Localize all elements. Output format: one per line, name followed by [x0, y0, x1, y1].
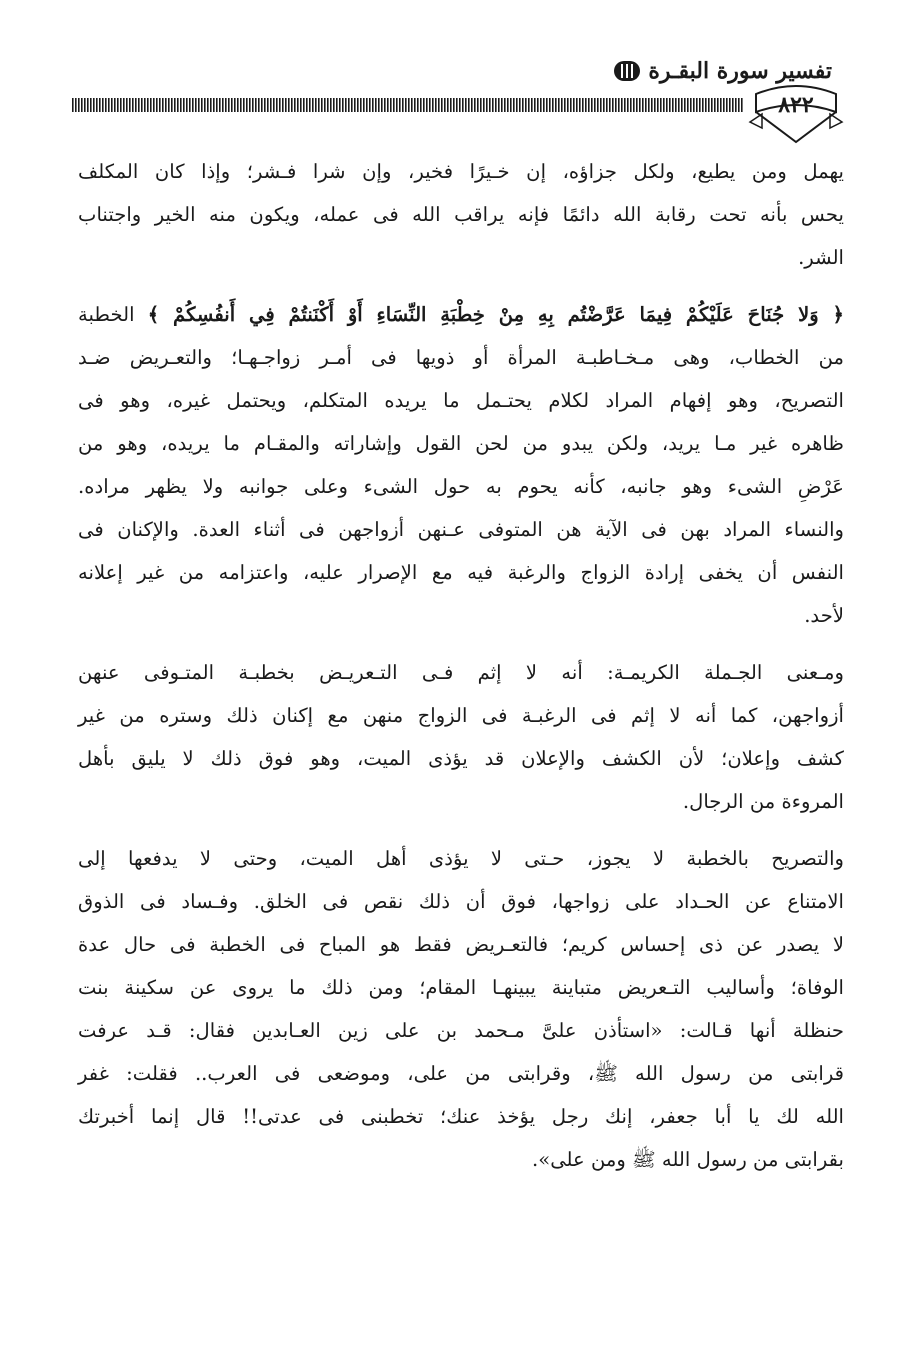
text-line: من الخطاب، وهى مـخـاطبـة المرأة أو ذويها فى أمـر زواجـهـا؛ والتعـريض ضـد	[78, 346, 844, 369]
text-line: المروءة من الرجال.	[682, 790, 844, 813]
page-body	[78, 150, 844, 1181]
verse-line	[78, 293, 844, 336]
text-line: عَرْضِ الشىء وهو جانبه، كأنه يحوم به حول الشىء وعلى جوانبه ولا يظهر مراده.	[78, 475, 844, 498]
text-line: الامتناع عن الحـداد على زواجها، فوق أن ذلك نقص فى الخلق. وفـساد فى الذوق	[78, 890, 844, 913]
page-number: ٨٢٢	[778, 92, 814, 118]
page-number-badge	[748, 82, 844, 144]
text-line: حنظلة أنها قـالت: «استأذن علىَّ مـحمد بن على زين العـابدين فقال: قـد عرفت	[78, 1019, 844, 1042]
text-line: ظاهره غير مـا يريد، ولكن يبدو من لحن القول وإشاراته والمقـام ما يريده، وهو من	[78, 432, 844, 455]
text-line: لا يصدر عن ذى إحساس كريم؛ فالتعـريض فقط هو المباح فى الخطبة فى حال عدة	[78, 933, 844, 956]
paragraph	[78, 651, 844, 823]
page-header	[72, 54, 844, 144]
text-line: أزواجهن، كما أنه لا إثم فى الرغبـة فى الزواج منهن مع إكنان ذلك وستره من غير	[78, 704, 844, 727]
text-line: ومـعنى الجـملة الكريمـة: أنه لا إثم فـى التـعريـض بخطبـة المتـوفى عنهن	[78, 661, 844, 684]
text-line: الوفاة؛ وأساليب التـعريض متباينة يبينهـا المقام؛ ومن ذلك ما يروى عن سكينة بنت	[78, 976, 844, 999]
running-title-text: تفسير سورة البقـرة	[648, 58, 832, 84]
paragraph	[78, 837, 844, 1181]
paragraph	[78, 293, 844, 637]
text-line: التصريح، وهو إفهام المراد لكلام يحتـمل ما يريده المتكلم، ويحتمل غيره، وهو فى	[78, 389, 844, 412]
text-line: الله لك يا أبا جعفر، إنك رجل يؤخذ عنك؛ تخطبنى فى عدتى!! قال إنما أخبرتك	[78, 1105, 844, 1128]
text-line: كشف وإعلان؛ لأن الكشف والإعلان قد يؤذى الميت، وهو فوق ذلك لا يليق بأهل	[78, 747, 844, 770]
ornament-icon	[614, 61, 640, 81]
text-line: قرابتى من رسول الله ﷺ، وقرابتى من على، وموضعى فى العرب.. فقلت: غفر	[78, 1062, 844, 1085]
text-line: لأحد.	[804, 604, 844, 627]
quran-verse: ﴿ وَلا جُنَاحَ عَلَيْكُمْ فِيمَا عَرَّضْتُم بِهِ مِنْ خِطْبَةِ النِّسَاءِ أَوْ أَكْنَنتُمْ فِي أَنفُسِكُمْ ﴾	[147, 303, 844, 326]
text-line: الشر.	[798, 246, 844, 269]
paragraph	[78, 150, 844, 279]
text-line: بقرابتى من رسول الله ﷺ ومن على».	[531, 1148, 844, 1171]
running-title	[614, 58, 832, 84]
header-rule	[72, 98, 744, 112]
text-line: النفس أن يخفى إرادة الزواج والرغبة فيه مع الإصرار عليه، واعتزامه من غير إعلانه	[78, 561, 844, 584]
text-line: والنساء المراد بهن فى الآية هن المتوفى عـنهن أزواجهن فى أثناء العدة. والإكنان فى	[78, 518, 844, 541]
text-line: يهمل ومن يطيع، ولكل جزاؤه، إن خـيرًا فخير، وإن شرا فـشر؛ وإذا كان المكلف	[78, 160, 844, 183]
verse-tail: الخطبة	[78, 303, 135, 326]
text-line: يحس بأنه تحت رقابة الله دائمًا فإنه يراقب الله فى عمله، ويكون منه الخير واجتناب	[78, 203, 844, 226]
text-line: والتصريح بالخطبة لا يجوز، حـتى لا يؤذى أهل الميت، وحتى لا يدفعها إلى	[78, 847, 844, 870]
